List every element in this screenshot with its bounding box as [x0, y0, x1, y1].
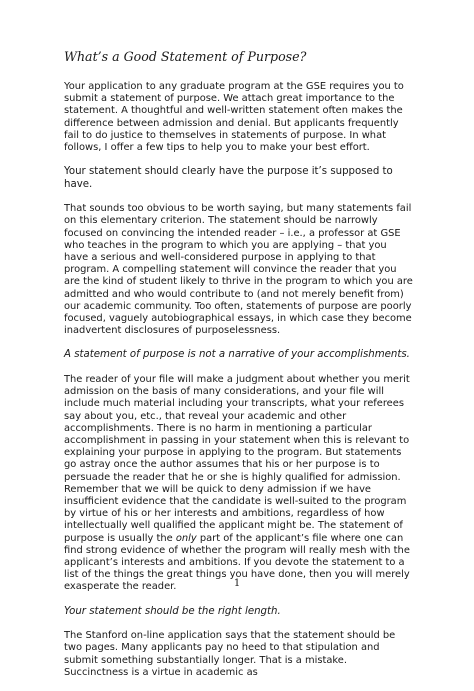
length-paragraph: The Stanford on-line application says that the statement should be two pages. Many applicants pay no heed to that stipulation and submit something substantially longer. That is a mistake. Succinctness is a virtue in academic as — [64, 630, 396, 678]
narrative-text-part-1: The reader of your file will make a judgment about whether you merit admission on the basis of many considerations, and your file will include much material including your transcripts, what your referees say about you, etc., that reveal your academic and other accomplishments. There is no harm in mentioning a particular accomplishment in passing in your statement when this is relevant to explaining your purpose in applying to the program. But statements go astray once the author assumes that his or her purpose is to persuade the reader that he or she is highly qualified for admission. Remember that we will be quick to deny admission if we have insufficient evidence that the candidate is well-suited to the program by virtue of his or her interests and ambitions, regardless of how intellectually well qualified the applicant might be. The statement of purpose is usually the — [64, 373, 410, 544]
section-heading-length: Your statement should be the right length. — [64, 605, 281, 617]
document-title: What’s a Good Statement of Purpose? — [64, 49, 307, 64]
purpose-paragraph: That sounds too obvious to be worth saying, but many statements fail on this elementary criterion. The statement should be narrowly focused on convincing the intended reader – i.e., a professor at GSE who teaches in the program to which you are applying – that you have a serious and well-considered purpose in applying to that program. A compelling statement will convince the reader that you are the kind of student likely to thrive in the program to which you are admitted and who would contribute to (and not merely benefit from) our academic community. Too often, statements of purpose are poorly focused, vaguely autobiographical essays, in which case they become inadvertent disclosures of purposelessness. — [64, 203, 413, 337]
narrative-text-part-2: part of the applicant’s file where one can find strong evidence of whether the program will really mesh with the applicant’s interests and ambitions. If you devote the statement to a list of the things the great things you have done, then you will merely exasperate the reader. — [64, 532, 410, 593]
narrative-emphasis: only — [175, 532, 197, 544]
page-number: 1 — [233, 578, 241, 589]
section-heading-narrative: A statement of purpose is not a narrative of your accomplishments. — [64, 349, 410, 361]
narrative-paragraph — [64, 374, 414, 594]
section-heading-purpose: Your statement should clearly have the purpose it’s supposed to have. — [64, 166, 393, 190]
intro-paragraph: Your application to any graduate program at the GSE requires you to submit a statement of purpose. We attach great importance to the statement. A thoughtful and well-written statement often makes the difference between admission and denial. But applicants frequently fail to do justice to themselves in statements of purpose. In what follows, I offer a few tips to help you to make your best effort. — [64, 81, 404, 154]
document-body — [64, 49, 414, 691]
